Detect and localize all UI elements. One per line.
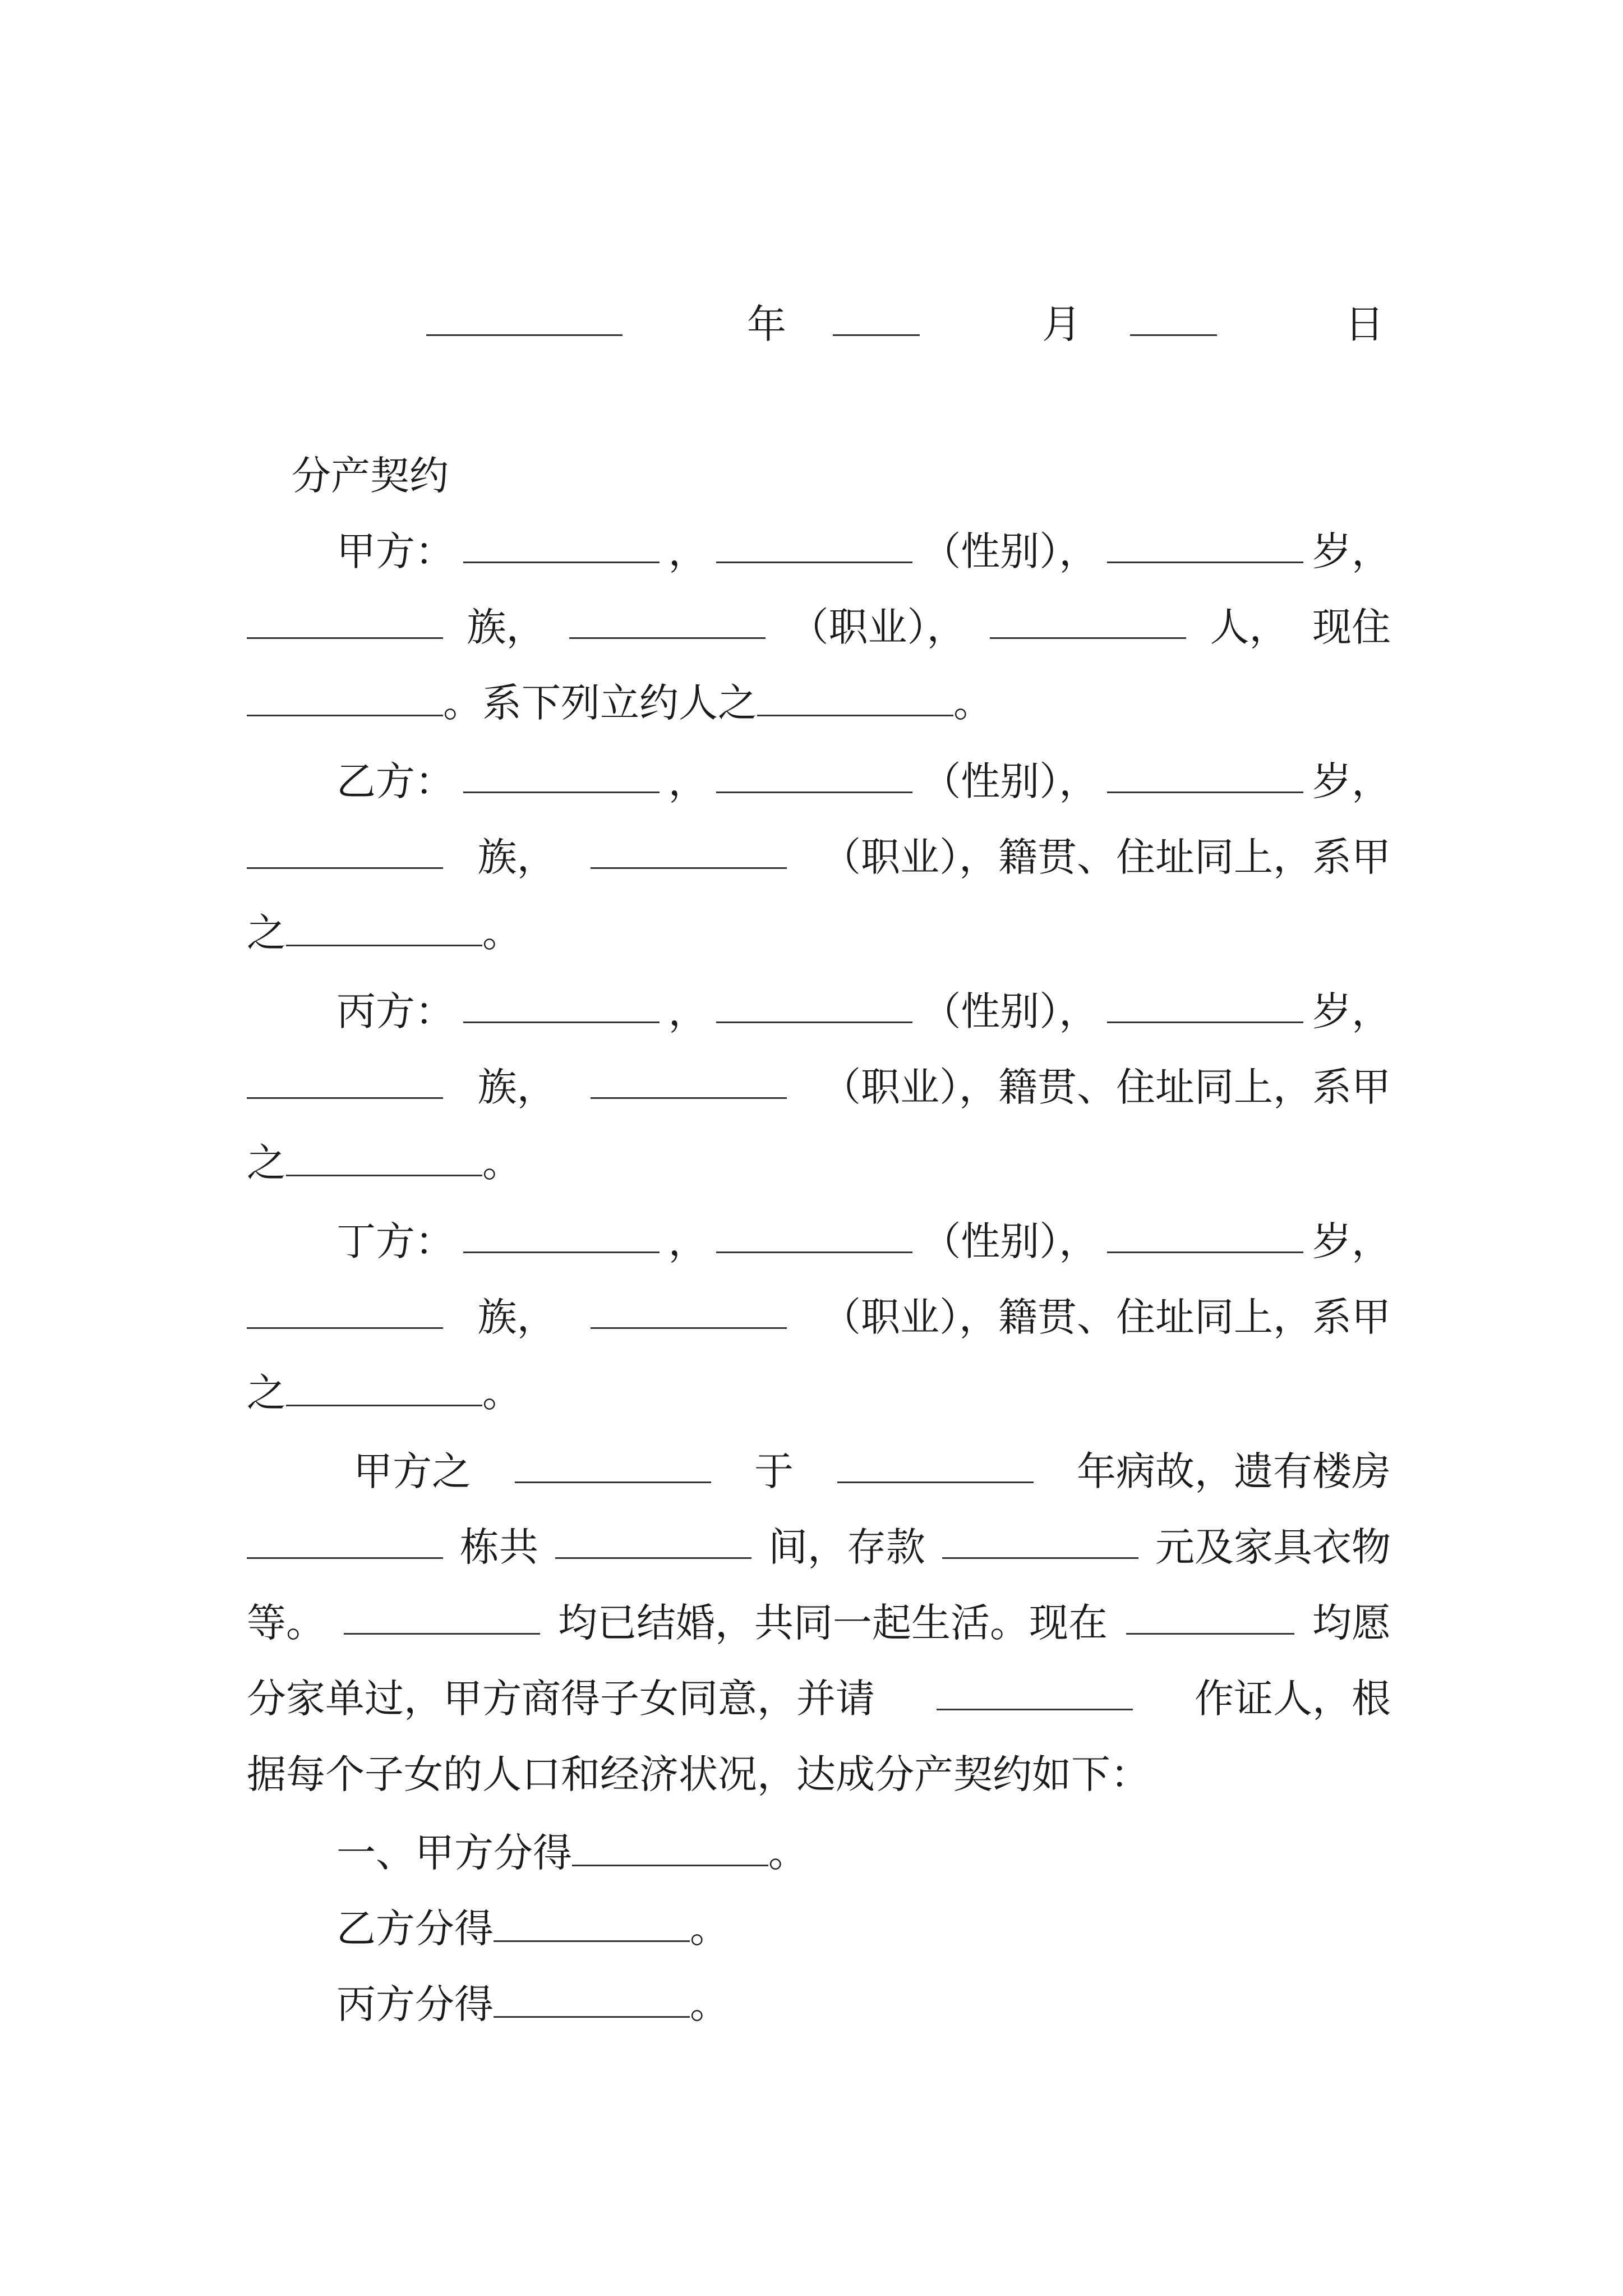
party-bing-ethnic-blank[interactable]: [247, 1049, 443, 1099]
party-yi-job-blank[interactable]: [591, 819, 787, 869]
party-bing-line2: 族， （职业），籍贯、住址同上，系甲: [247, 1049, 1391, 1125]
separating-persons-blank[interactable]: [1126, 1585, 1294, 1635]
party-ding-label: 丁方：: [336, 1218, 454, 1264]
party-yi-ethnic-blank[interactable]: [247, 819, 443, 869]
party-yi-line2: 族， （职业），籍贯、住址同上，系甲: [247, 819, 1391, 895]
day-label: 日: [1345, 301, 1384, 347]
party-bing-name-blank[interactable]: [463, 973, 660, 1023]
party-bing-label: 丙方：: [336, 988, 454, 1034]
party-ding-job-blank[interactable]: [591, 1279, 787, 1329]
party-bing-line1: 丙方： ， （性别）， 岁，: [247, 973, 1391, 1050]
item-jia-blank[interactable]: [572, 1816, 768, 1866]
item-jia: 一、甲方分得 。: [247, 1815, 1391, 1891]
building-count-blank[interactable]: [247, 1509, 443, 1559]
body-line3: 等。 均已结婚，共同一起生活。现在 均愿: [247, 1585, 1391, 1661]
party-jia-age-blank[interactable]: [1107, 513, 1303, 563]
party-jia-name-blank[interactable]: [463, 513, 660, 563]
party-jia-line3: 。系下列立约人之 。: [247, 665, 1391, 741]
party-ding-relation-blank[interactable]: [286, 1356, 482, 1406]
party-bing-name2-blank[interactable]: [716, 973, 912, 1023]
party-yi-age-blank[interactable]: [1107, 743, 1303, 793]
month-blank[interactable]: [833, 286, 920, 336]
party-bing-age-blank[interactable]: [1107, 973, 1303, 1023]
party-bing-job-blank[interactable]: [591, 1049, 787, 1099]
party-jia-line1: 甲方： ， （性别）， 岁，: [247, 513, 1391, 590]
party-jia-origin-blank[interactable]: [990, 589, 1186, 639]
item-yi-blank[interactable]: [494, 1892, 690, 1942]
party-ding-ethnic-blank[interactable]: [247, 1279, 443, 1329]
party-yi-name2-blank[interactable]: [716, 743, 912, 793]
body-line1: 甲方之 于 年病故，遗有楼房: [247, 1433, 1391, 1510]
party-ding-age-blank[interactable]: [1107, 1203, 1303, 1253]
party-yi-line3: 之 。: [247, 895, 1391, 971]
date-line: [415, 286, 1391, 362]
married-persons-blank[interactable]: [344, 1585, 540, 1635]
party-jia-address-blank[interactable]: [247, 666, 443, 716]
party-jia-ethnic-blank[interactable]: [247, 589, 443, 639]
party-yi-label: 乙方：: [336, 758, 454, 804]
year-blank[interactable]: [426, 286, 623, 336]
party-jia-line2: 族， （职业）， 人， 现住: [247, 589, 1391, 665]
body-line5: 据每个子女的人口和经济状况，达成分产契约如下：: [247, 1751, 1150, 1797]
party-jia-label: 甲方：: [336, 528, 454, 574]
party-yi-line1: 乙方： ， （性别）， 岁，: [247, 743, 1391, 820]
party-ding-line2: 族， （职业），籍贯、住址同上，系甲: [247, 1279, 1391, 1355]
deceased-blank[interactable]: [515, 1433, 711, 1483]
witness-blank[interactable]: [937, 1660, 1133, 1710]
item-bing-blank[interactable]: [494, 1968, 690, 2018]
party-yi-name-blank[interactable]: [463, 743, 660, 793]
day-blank[interactable]: [1130, 286, 1217, 336]
party-bing-relation-blank[interactable]: [286, 1126, 482, 1176]
death-year-blank[interactable]: [837, 1433, 1034, 1483]
item-yi: 乙方分得 。: [247, 1890, 1391, 1967]
party-ding-name2-blank[interactable]: [716, 1203, 912, 1253]
party-ding-line3: 之 。: [247, 1355, 1391, 1431]
body-line4: 分家单过，甲方商得子女同意，并请 作证人，根: [247, 1660, 1391, 1737]
party-jia-job-blank[interactable]: [569, 589, 766, 639]
document-title: 分产契约: [292, 453, 449, 499]
deposit-blank[interactable]: [942, 1509, 1138, 1559]
month-label: 月: [1042, 301, 1081, 347]
party-ding-name-blank[interactable]: [463, 1203, 660, 1253]
party-bing-line3: 之 。: [247, 1125, 1391, 1201]
party-jia-relation-blank[interactable]: [757, 666, 953, 716]
item-bing: 丙方分得 。: [247, 1966, 1391, 2042]
room-count-blank[interactable]: [555, 1509, 751, 1559]
body-line2: 栋共 间，存款 元及家具衣物: [247, 1509, 1391, 1585]
year-label: 年: [747, 301, 786, 347]
party-ding-line1: 丁方： ， （性别）， 岁，: [247, 1203, 1391, 1280]
party-jia-name2-blank[interactable]: [716, 513, 912, 563]
party-yi-relation-blank[interactable]: [286, 896, 482, 946]
